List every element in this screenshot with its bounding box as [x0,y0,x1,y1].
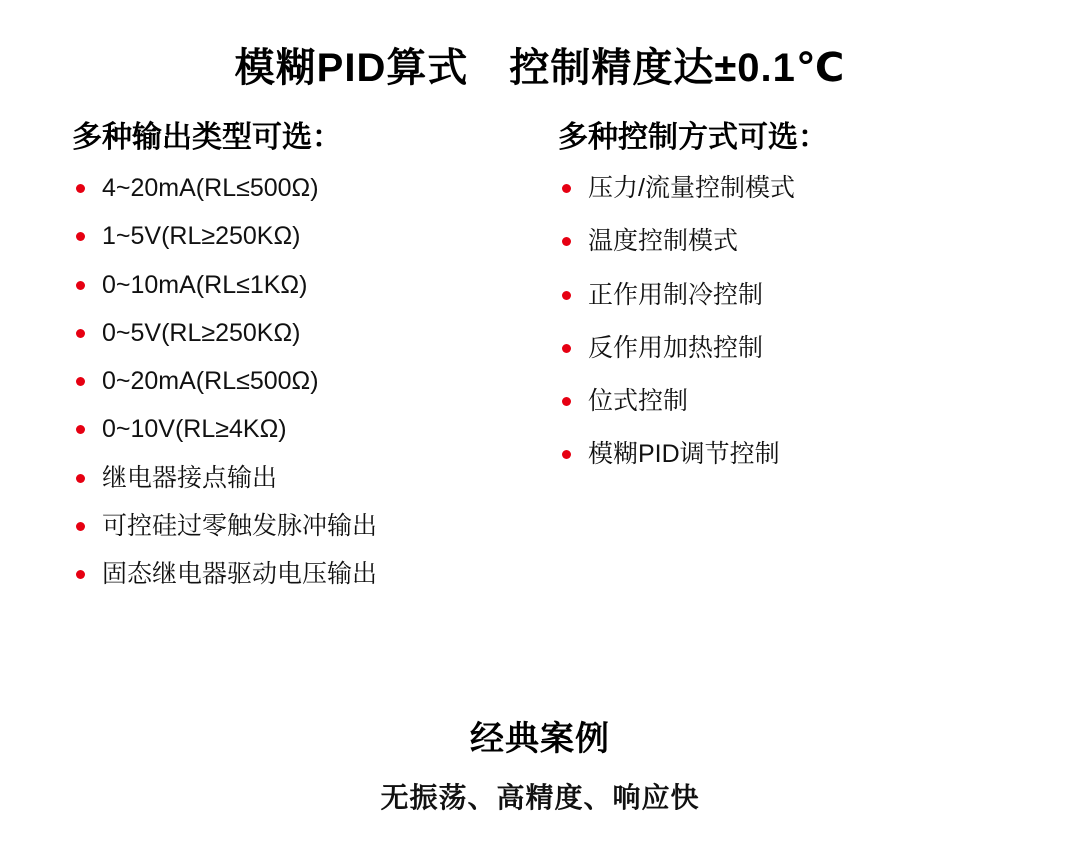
bullet-dot-icon [562,344,571,353]
bullet-dot-icon [76,570,85,579]
control-modes-column [520,118,1080,493]
list-item-label: 模糊PID调节控制 [588,440,780,469]
list-item [72,221,520,252]
list-item [558,439,1080,470]
bullet-dot-icon [76,232,85,241]
list-item [72,366,520,397]
bullet-dot-icon [76,522,85,531]
bullet-dot-icon [562,184,571,193]
list-item-label: 0~20mA(RL≤500Ω) [102,367,319,395]
list-item-label: 可控硅过零触发脉冲输出 [102,511,378,540]
bullet-dot-icon [76,184,85,193]
bullet-dot-icon [76,281,85,290]
list-item-label: 温度控制模式 [588,227,739,256]
list-item [558,333,1080,364]
list-item-label: 压力/流量控制模式 [588,174,795,202]
list-item-label: 0~5V(RL≥250KΩ) [102,318,301,347]
footer-title: 经典案例 [470,720,610,758]
list-item [72,173,520,204]
list-item [558,386,1080,417]
list-item-label: 4~20mA(RL≤500Ω) [102,174,319,202]
list-item [72,511,520,542]
bullet-dot-icon [76,377,85,386]
list-item [72,414,520,445]
list-item-label: 固态继电器驱动电压输出 [102,560,378,588]
bullet-dot-icon [562,291,571,300]
footer-subtitle: 无振荡、高精度、响应快 [380,782,700,813]
list-item [558,173,1080,204]
list-item-label: 0~10mA(RL≤1KΩ) [102,270,308,299]
output-types-column [0,118,520,607]
list-item-label: 继电器接点输出 [102,463,278,492]
list-item-label: 反作用加热控制 [588,333,764,362]
list-item [72,463,520,494]
bullet-dot-icon [562,237,571,246]
output-types-heading: 多种输出类型可选： [72,121,342,154]
bullet-dot-icon [562,397,571,406]
list-item-label: 位式控制 [588,387,689,415]
list-item [72,559,520,590]
control-modes-heading: 多种控制方式可选： [558,121,828,154]
bullet-dot-icon [76,329,85,338]
bullet-dot-icon [76,425,85,434]
list-item [558,280,1080,311]
list-item-label: 正作用制冷控制 [588,280,764,309]
feature-columns [0,92,1080,607]
control-modes-list [558,173,1080,471]
bullet-dot-icon [76,474,85,483]
list-item [72,270,520,301]
list-item-label: 1~5V(RL≥250KΩ) [102,222,301,251]
list-item [558,226,1080,257]
bullet-dot-icon [562,450,571,459]
output-types-list [72,173,520,590]
list-item [72,318,520,349]
footer-section [0,711,1080,816]
list-item-label: 0~10V(RL≥4KΩ) [102,415,287,444]
page-title: 模糊PID算式 控制精度达±0.1℃ [234,46,846,90]
